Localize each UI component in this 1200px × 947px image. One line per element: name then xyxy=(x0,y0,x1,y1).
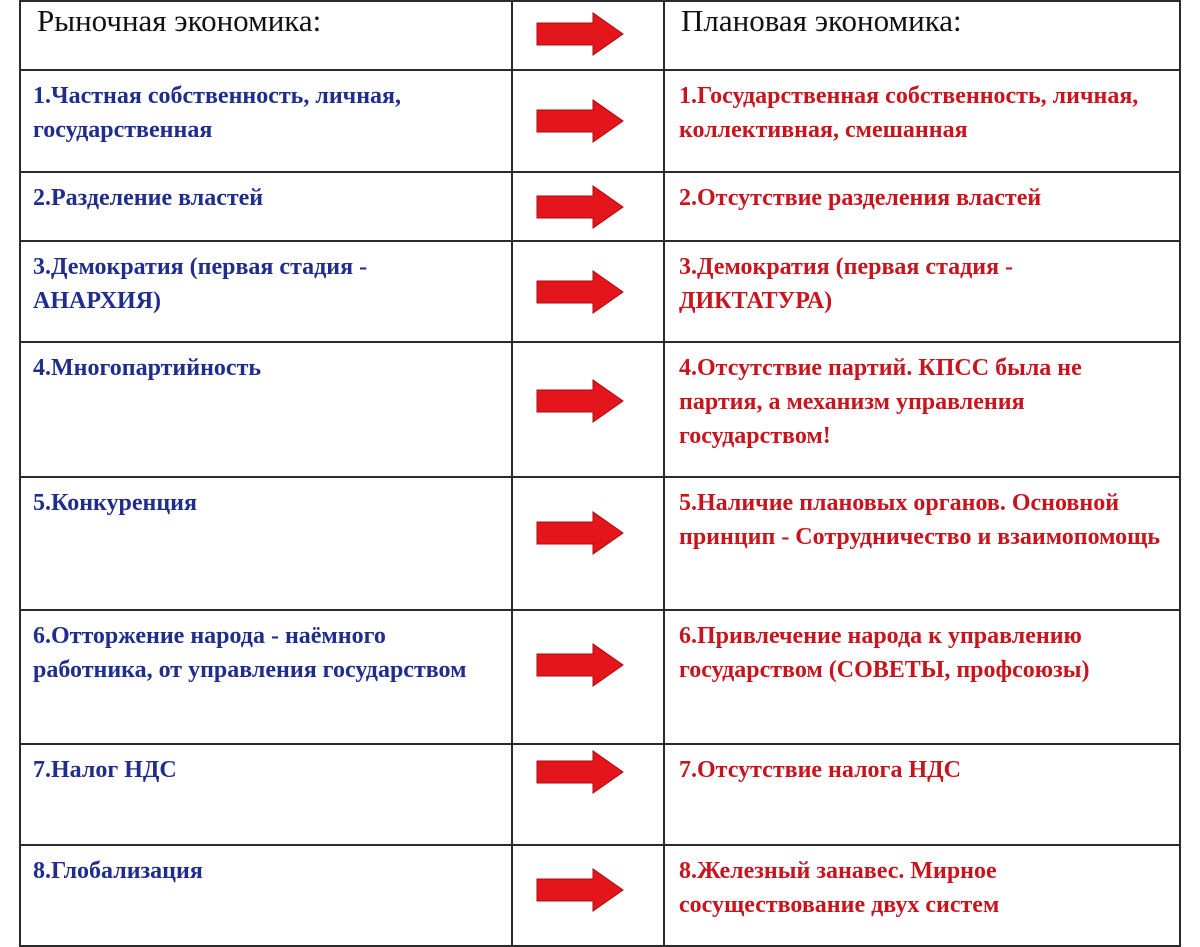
table-row xyxy=(20,610,1180,744)
planned-cell xyxy=(664,744,1180,845)
comparison-table xyxy=(19,0,1181,947)
header-row xyxy=(20,1,1180,70)
arrow-right-icon xyxy=(535,379,625,423)
planned-cell xyxy=(664,610,1180,744)
market-cell xyxy=(20,744,512,845)
table-row xyxy=(20,845,1180,946)
header-arrow-cell xyxy=(512,1,664,70)
planned-item: 1.Государственная собственность, личная, коллективная, смешанная xyxy=(679,83,1139,143)
arrow-cell xyxy=(512,744,664,845)
market-cell xyxy=(20,241,512,342)
arrow-right-icon xyxy=(535,511,625,555)
arrow-right-icon xyxy=(535,99,625,143)
market-item: 1.Частная собственность, личная, государственная xyxy=(33,83,402,143)
planned-cell xyxy=(664,241,1180,342)
planned-item: 5.Наличие плановых органов. Основной принцип - Сотрудничество и взаимопомощь xyxy=(679,490,1161,550)
planned-cell xyxy=(664,477,1180,610)
header-planned-economy: Плановая экономика: xyxy=(681,3,962,38)
planned-item: 7.Отсутствие налога НДС xyxy=(679,757,961,783)
arrow-right-icon xyxy=(535,12,625,56)
arrow-right-icon xyxy=(535,643,625,687)
planned-item: 8.Железный занавес. Мирное сосуществование двух систем xyxy=(679,858,1000,918)
header-left-cell xyxy=(20,1,512,70)
planned-cell xyxy=(664,342,1180,477)
arrow-right-icon xyxy=(535,270,625,314)
arrow-cell xyxy=(512,845,664,946)
market-item: 6.Отторжение народа - наёмного работника, от управления государством xyxy=(33,623,467,683)
planned-item: 3.Демократия (первая стадия - ДИКТАТУРА) xyxy=(679,254,1014,314)
arrow-cell xyxy=(512,70,664,172)
arrow-cell xyxy=(512,342,664,477)
arrow-right-icon xyxy=(535,750,625,794)
table-row xyxy=(20,342,1180,477)
market-item: 5.Конкуренция xyxy=(33,490,197,516)
market-cell xyxy=(20,845,512,946)
arrow-right-icon xyxy=(535,868,625,912)
table-row xyxy=(20,241,1180,342)
header-market-economy: Рыночная экономика: xyxy=(37,3,322,38)
planned-cell xyxy=(664,70,1180,172)
planned-item: 2.Отсутствие разделения властей xyxy=(679,185,1042,211)
market-item: 8.Глобализация xyxy=(33,858,203,884)
table-row xyxy=(20,477,1180,610)
arrow-cell xyxy=(512,610,664,744)
market-item: 2.Разделение властей xyxy=(33,185,264,211)
planned-cell xyxy=(664,845,1180,946)
market-cell xyxy=(20,70,512,172)
market-item: 4.Многопартийность xyxy=(33,355,262,381)
header-right-cell xyxy=(664,1,1180,70)
market-item: 7.Налог НДС xyxy=(33,757,177,783)
planned-item: 6.Привлечение народа к управлению государством (СОВЕТЫ, профсоюзы) xyxy=(679,623,1090,683)
arrow-right-icon xyxy=(535,185,625,229)
table-row xyxy=(20,172,1180,241)
market-cell xyxy=(20,477,512,610)
arrow-cell xyxy=(512,477,664,610)
arrow-cell xyxy=(512,172,664,241)
market-cell xyxy=(20,610,512,744)
market-cell xyxy=(20,342,512,477)
planned-item: 4.Отсутствие партий. КПСС была не партия, а механизм управления государством! xyxy=(679,355,1082,449)
market-cell xyxy=(20,172,512,241)
arrow-cell xyxy=(512,241,664,342)
table-row xyxy=(20,744,1180,845)
market-item: 3.Демократия (первая стадия - АНАРХИЯ) xyxy=(33,254,368,314)
planned-cell xyxy=(664,172,1180,241)
table-row xyxy=(20,70,1180,172)
